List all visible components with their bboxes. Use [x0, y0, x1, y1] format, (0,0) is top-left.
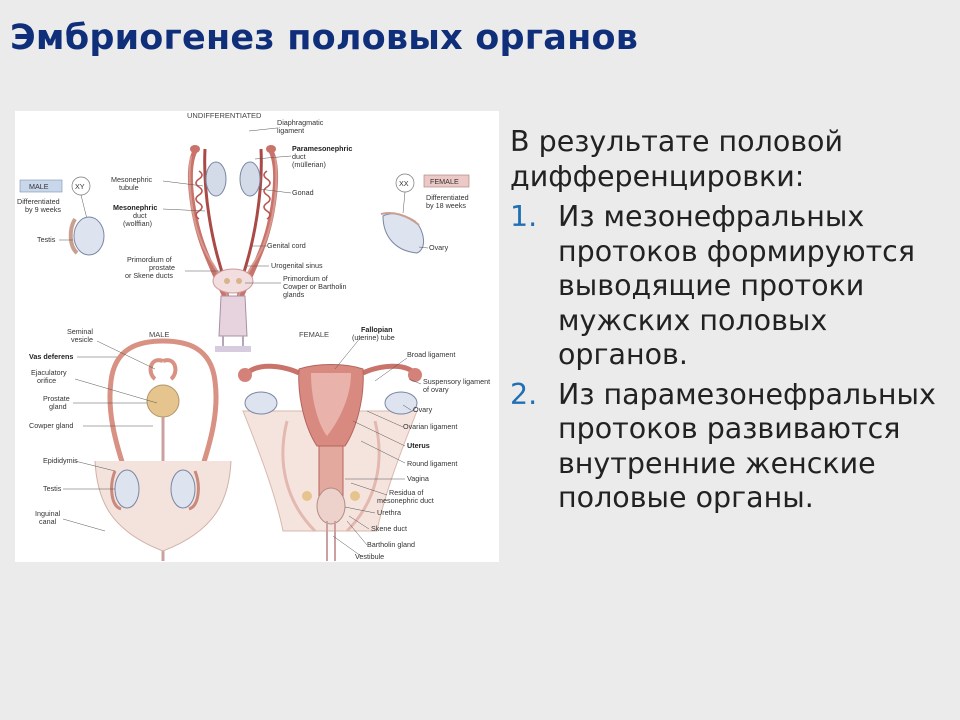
figure-label: gland: [49, 402, 67, 411]
figure-label: Cowper or Bartholin: [283, 282, 347, 291]
figure-label: Broad ligament: [407, 350, 456, 359]
list-item: [510, 378, 950, 516]
figure-label: FEMALE: [299, 330, 330, 339]
figure-label: Ovarian ligament: [403, 422, 458, 431]
figure-label: or Skene ducts: [125, 271, 173, 280]
male-structure: [95, 341, 231, 561]
list-text: Из мезонефральных протоков формируются выводящие протоки мужских половых органов.: [558, 200, 915, 371]
figure-label: (müllerian): [292, 160, 326, 169]
label-undifferentiated: UNDIFFERENTIATED: [187, 111, 262, 120]
figure-label: Urogenital sinus: [271, 261, 323, 270]
figure-label: Residua of: [389, 488, 424, 497]
figure-label: Urethra: [377, 508, 401, 517]
figure-label: Suspensory ligament: [423, 377, 491, 386]
figure-label: Testis: [37, 235, 56, 244]
figure-label: Bartholin gland: [367, 540, 415, 549]
figure-label: tubule: [119, 183, 139, 192]
embryology-figure: [15, 111, 499, 562]
figure-label: Seminal: [67, 327, 93, 336]
figure-label: by 18 weeks: [426, 201, 466, 210]
figure-label: glands: [283, 290, 305, 299]
figure-label: Diaphragmatic: [277, 118, 324, 127]
figure-label: Gonad: [292, 188, 314, 197]
slide-title: Эмбриогенез половых органов: [10, 18, 639, 58]
figure-label: Ejaculatory: [31, 368, 67, 377]
figure-label: MALE: [149, 330, 170, 339]
figure-label: Skene duct: [371, 524, 407, 533]
body-text: [510, 125, 950, 516]
figure-label: XY: [75, 182, 85, 191]
figure-label: Vestibule: [355, 552, 385, 561]
figure-label: Mesonephric: [111, 175, 153, 184]
figure-label: Vas deferens: [29, 352, 74, 361]
figure-label: Cowper gland: [29, 421, 74, 430]
figure-label: Paramesonephric: [292, 144, 353, 153]
figure-label: orifice: [37, 376, 57, 385]
figure-label: Inguinal: [35, 509, 61, 518]
figure-label: Testis: [43, 484, 62, 493]
list-number: 2.: [510, 377, 538, 411]
figure-label: vesicle: [71, 335, 93, 344]
reproductive-diagram: [15, 111, 499, 562]
intro-text: В результате половой дифференцировки:: [510, 125, 844, 193]
figure-label: Differentiated: [17, 197, 60, 206]
figure-label: (uterine) tube: [352, 333, 395, 342]
figure-label: Round ligament: [407, 459, 458, 468]
list-item: [510, 200, 950, 373]
figure-label: duct: [292, 152, 306, 161]
figure-label: Ovary: [429, 243, 449, 252]
figure-label: Ovary: [413, 405, 433, 414]
figure-label: mesonephric duct: [377, 496, 434, 505]
figure-label: Primordium of: [127, 255, 172, 264]
figure-label: MALE: [29, 182, 49, 191]
figure-label: Epididymis: [43, 456, 78, 465]
figure-label: Mesonephric: [113, 203, 158, 212]
undifferentiated-structure: [190, 145, 277, 352]
figure-label: duct: [133, 211, 147, 220]
figure-label: ligament: [277, 126, 305, 135]
figure-label: Differentiated: [426, 193, 469, 202]
figure-label: (wolffian): [123, 219, 153, 228]
figure-label: of ovary: [423, 385, 449, 394]
figure-label: XX: [399, 179, 409, 188]
figure-label: Primordium of: [283, 274, 328, 283]
figure-label: by 9 weeks: [25, 205, 61, 214]
figure-label: canal: [39, 517, 57, 526]
figure-label: Prostate: [43, 394, 70, 403]
list-number: 1.: [510, 200, 538, 233]
figure-label: Uterus: [407, 441, 430, 450]
figure-label: Genital cord: [267, 241, 306, 250]
list-text: Из парамезонефральных протоков развиваются внутренние женские половые органы.: [558, 377, 936, 514]
figure-label: prostate: [149, 263, 175, 272]
figure-label: Fallopian: [361, 325, 393, 334]
figure-label: FEMALE: [430, 177, 459, 186]
figure-label: Vagina: [407, 474, 429, 483]
